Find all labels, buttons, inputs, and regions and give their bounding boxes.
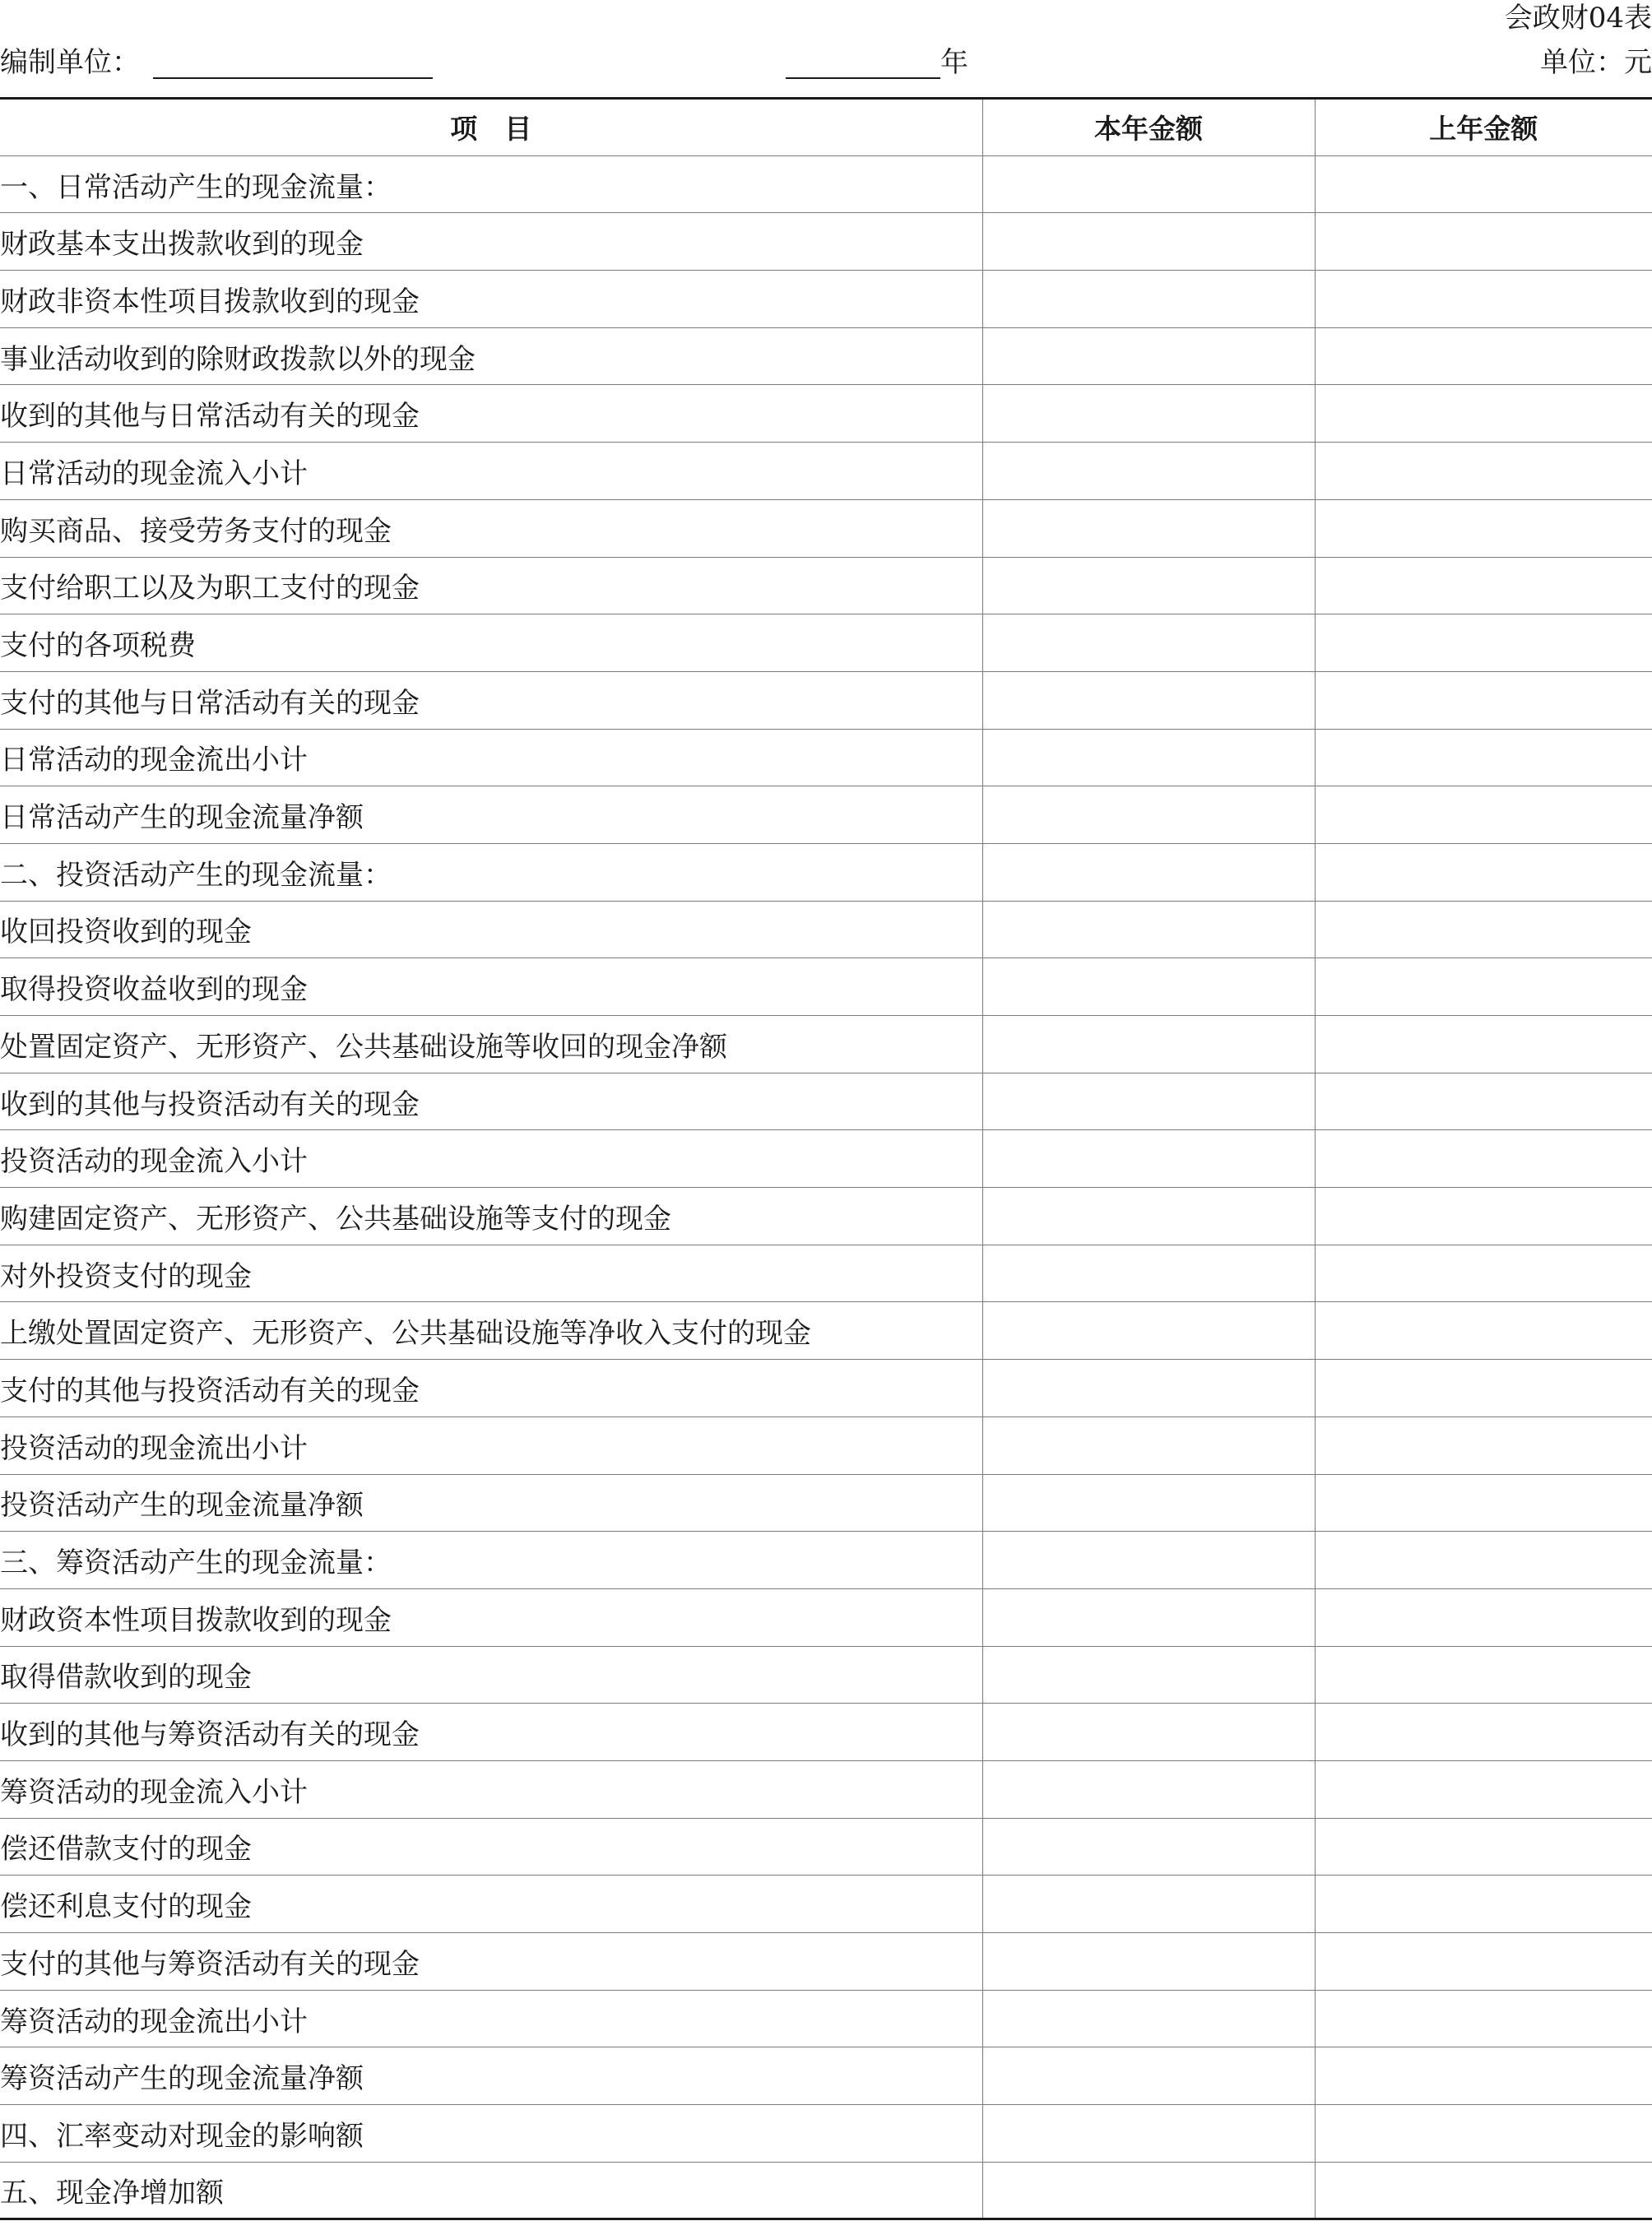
- row-item-label: 收到的其他与筹资活动有关的现金: [0, 1704, 982, 1761]
- year-field[interactable]: [786, 48, 940, 79]
- row-item-label: 投资活动产生的现金流量净额: [0, 1474, 982, 1532]
- row-item-label: 五、现金净增加额: [0, 2162, 982, 2219]
- table-row: [0, 1130, 1652, 1188]
- current-year-amount-cell[interactable]: [982, 671, 1315, 729]
- current-year-amount-cell[interactable]: [982, 958, 1315, 1016]
- row-item-label: 支付给职工以及为职工支付的现金: [0, 557, 982, 614]
- current-year-amount-cell[interactable]: [982, 443, 1315, 500]
- year-suffix: 年: [940, 46, 968, 79]
- table-row: [0, 443, 1652, 500]
- current-year-amount-cell[interactable]: [982, 1360, 1315, 1417]
- table-row: [0, 1933, 1652, 1991]
- column-header-item: 项 目: [0, 99, 982, 156]
- current-year-amount-cell[interactable]: [982, 1933, 1315, 1991]
- prior-year-amount-cell[interactable]: [1315, 1990, 1652, 2047]
- column-header-current-year: 本年金额: [982, 99, 1315, 156]
- table-row: [0, 1245, 1652, 1302]
- table-row: [0, 1588, 1652, 1646]
- current-year-amount-cell[interactable]: [982, 213, 1315, 271]
- current-year-amount-cell[interactable]: [982, 1588, 1315, 1646]
- row-item-label: 支付的其他与投资活动有关的现金: [0, 1360, 982, 1417]
- table-row: [0, 786, 1652, 844]
- row-item-label: 上缴处置固定资产、无形资产、公共基础设施等净收入支付的现金: [0, 1302, 982, 1360]
- reporting-unit-label: 编制单位：: [0, 46, 140, 79]
- prior-year-amount-cell[interactable]: [1315, 614, 1652, 672]
- row-item-label: 支付的其他与日常活动有关的现金: [0, 671, 982, 729]
- row-item-label: 三、筹资活动产生的现金流量：: [0, 1532, 982, 1589]
- table-row: [0, 2162, 1652, 2219]
- current-year-amount-cell[interactable]: [982, 843, 1315, 901]
- row-item-label: 取得投资收益收到的现金: [0, 958, 982, 1016]
- row-item-label: 财政非资本性项目拨款收到的现金: [0, 271, 982, 328]
- prior-year-amount-cell[interactable]: [1315, 958, 1652, 1016]
- table-row: [0, 385, 1652, 443]
- table-row: [0, 557, 1652, 614]
- row-item-label: 事业活动收到的除财政拨款以外的现金: [0, 327, 982, 385]
- current-year-amount-cell[interactable]: [982, 1302, 1315, 1360]
- prior-year-amount-cell[interactable]: [1315, 385, 1652, 443]
- table-row: [0, 671, 1652, 729]
- prior-year-amount-cell[interactable]: [1315, 271, 1652, 328]
- prior-year-amount-cell[interactable]: [1315, 1474, 1652, 1532]
- row-item-label: 财政基本支出拨款收到的现金: [0, 213, 982, 271]
- prior-year-amount-cell[interactable]: [1315, 1818, 1652, 1876]
- table-row: [0, 614, 1652, 672]
- prior-year-amount-cell[interactable]: [1315, 2105, 1652, 2163]
- row-item-label: 投资活动的现金流入小计: [0, 1130, 982, 1188]
- table-row: [0, 1016, 1652, 1073]
- row-item-label: 购买商品、接受劳务支付的现金: [0, 499, 982, 557]
- prior-year-amount-cell[interactable]: [1315, 1188, 1652, 1245]
- form-code: 会政财04表: [1504, 2, 1652, 35]
- table-row: [0, 958, 1652, 1016]
- cash-flow-table: [0, 97, 1652, 2220]
- header-meta-row: [0, 46, 1652, 79]
- row-item-label: 收回投资收到的现金: [0, 901, 982, 958]
- table-row: [0, 1474, 1652, 1532]
- table-row: [0, 1646, 1652, 1704]
- reporting-unit-field[interactable]: [153, 46, 433, 79]
- current-year-amount-cell[interactable]: [982, 2105, 1315, 2163]
- current-year-amount-cell[interactable]: [982, 271, 1315, 328]
- row-item-label: 支付的各项税费: [0, 614, 982, 672]
- table-row: [0, 901, 1652, 958]
- current-year-amount-cell[interactable]: [982, 729, 1315, 786]
- current-year-amount-cell[interactable]: [982, 557, 1315, 614]
- row-item-label: 收到的其他与投资活动有关的现金: [0, 1073, 982, 1130]
- row-item-label: 日常活动的现金流入小计: [0, 443, 982, 500]
- prior-year-amount-cell[interactable]: [1315, 1588, 1652, 1646]
- table-row: [0, 1818, 1652, 1876]
- table-row: [0, 1704, 1652, 1761]
- prior-year-amount-cell[interactable]: [1315, 1016, 1652, 1073]
- prior-year-amount-cell[interactable]: [1315, 671, 1652, 729]
- table-row: [0, 327, 1652, 385]
- current-year-amount-cell[interactable]: [982, 1704, 1315, 1761]
- row-item-label: 对外投资支付的现金: [0, 1245, 982, 1302]
- prior-year-amount-cell[interactable]: [1315, 2162, 1652, 2219]
- table-row: [0, 271, 1652, 328]
- prior-year-amount-cell[interactable]: [1315, 1646, 1652, 1704]
- row-item-label: 取得借款收到的现金: [0, 1646, 982, 1704]
- current-year-amount-cell[interactable]: [982, 1990, 1315, 2047]
- prior-year-amount-cell[interactable]: [1315, 155, 1652, 213]
- table-row: [0, 1990, 1652, 2047]
- current-year-amount-cell[interactable]: [982, 1818, 1315, 1876]
- row-item-label: 投资活动的现金流出小计: [0, 1417, 982, 1474]
- row-item-label: 一、日常活动产生的现金流量：: [0, 155, 982, 213]
- table-row: [0, 1760, 1652, 1818]
- prior-year-amount-cell[interactable]: [1315, 1532, 1652, 1589]
- prior-year-amount-cell[interactable]: [1315, 1073, 1652, 1130]
- current-year-amount-cell[interactable]: [982, 1760, 1315, 1818]
- row-item-label: 筹资活动的现金流入小计: [0, 1760, 982, 1818]
- table-header-row: [0, 99, 1652, 156]
- row-item-label: 处置固定资产、无形资产、公共基础设施等收回的现金净额: [0, 1016, 982, 1073]
- table-row: [0, 1417, 1652, 1474]
- current-year-amount-cell[interactable]: [982, 1188, 1315, 1245]
- table-row: [0, 1302, 1652, 1360]
- current-year-amount-cell[interactable]: [982, 1130, 1315, 1188]
- prior-year-amount-cell[interactable]: [1315, 1130, 1652, 1188]
- table-row: [0, 1188, 1652, 1245]
- current-year-amount-cell[interactable]: [982, 901, 1315, 958]
- table-row: [0, 1360, 1652, 1417]
- column-header-prior-year: 上年金额: [1315, 99, 1652, 156]
- currency-unit-label: 单位：元: [1540, 46, 1652, 79]
- prior-year-amount-cell[interactable]: [1315, 327, 1652, 385]
- row-item-label: 偿还利息支付的现金: [0, 1876, 982, 1933]
- current-year-amount-cell[interactable]: [982, 499, 1315, 557]
- prior-year-amount-cell[interactable]: [1315, 213, 1652, 271]
- prior-year-amount-cell[interactable]: [1315, 443, 1652, 500]
- table-row: [0, 499, 1652, 557]
- current-year-amount-cell[interactable]: [982, 1073, 1315, 1130]
- prior-year-amount-cell[interactable]: [1315, 1876, 1652, 1933]
- prior-year-amount-cell[interactable]: [1315, 786, 1652, 844]
- prior-year-amount-cell[interactable]: [1315, 1302, 1652, 1360]
- prior-year-amount-cell[interactable]: [1315, 901, 1652, 958]
- current-year-amount-cell[interactable]: [982, 327, 1315, 385]
- table-row: [0, 213, 1652, 271]
- current-year-amount-cell[interactable]: [982, 1646, 1315, 1704]
- table-row: [0, 843, 1652, 901]
- prior-year-amount-cell[interactable]: [1315, 1933, 1652, 1991]
- current-year-amount-cell[interactable]: [982, 1417, 1315, 1474]
- row-item-label: 收到的其他与日常活动有关的现金: [0, 385, 982, 443]
- current-year-amount-cell[interactable]: [982, 1532, 1315, 1589]
- current-year-amount-cell[interactable]: [982, 1016, 1315, 1073]
- prior-year-amount-cell[interactable]: [1315, 843, 1652, 901]
- prior-year-amount-cell[interactable]: [1315, 1360, 1652, 1417]
- row-item-label: 二、投资活动产生的现金流量：: [0, 843, 982, 901]
- table-row: [0, 2047, 1652, 2105]
- row-item-label: 购建固定资产、无形资产、公共基础设施等支付的现金: [0, 1188, 982, 1245]
- prior-year-amount-cell[interactable]: [1315, 1704, 1652, 1761]
- table-row: [0, 1876, 1652, 1933]
- prior-year-amount-cell[interactable]: [1315, 729, 1652, 786]
- row-item-label: 支付的其他与筹资活动有关的现金: [0, 1933, 982, 1991]
- current-year-amount-cell[interactable]: [982, 1474, 1315, 1532]
- prior-year-amount-cell[interactable]: [1315, 499, 1652, 557]
- prior-year-amount-cell[interactable]: [1315, 1417, 1652, 1474]
- table-row: [0, 1532, 1652, 1589]
- row-item-label: 日常活动的现金流出小计: [0, 729, 982, 786]
- prior-year-amount-cell[interactable]: [1315, 1245, 1652, 1302]
- current-year-amount-cell[interactable]: [982, 2047, 1315, 2105]
- prior-year-amount-cell[interactable]: [1315, 1760, 1652, 1818]
- table-row: [0, 1073, 1652, 1130]
- prior-year-amount-cell[interactable]: [1315, 557, 1652, 614]
- row-item-label: 偿还借款支付的现金: [0, 1818, 982, 1876]
- current-year-amount-cell[interactable]: [982, 1245, 1315, 1302]
- current-year-amount-cell[interactable]: [982, 786, 1315, 844]
- table-row: [0, 2105, 1652, 2163]
- row-item-label: 日常活动产生的现金流量净额: [0, 786, 982, 844]
- current-year-amount-cell[interactable]: [982, 385, 1315, 443]
- current-year-amount-cell[interactable]: [982, 155, 1315, 213]
- row-item-label: 财政资本性项目拨款收到的现金: [0, 1588, 982, 1646]
- prior-year-amount-cell[interactable]: [1315, 2047, 1652, 2105]
- current-year-amount-cell[interactable]: [982, 2162, 1315, 2219]
- table-row: [0, 155, 1652, 213]
- row-item-label: 四、汇率变动对现金的影响额: [0, 2105, 982, 2163]
- table-row: [0, 729, 1652, 786]
- row-item-label: 筹资活动的现金流出小计: [0, 1990, 982, 2047]
- row-item-label: 筹资活动产生的现金流量净额: [0, 2047, 982, 2105]
- current-year-amount-cell[interactable]: [982, 614, 1315, 672]
- current-year-amount-cell[interactable]: [982, 1876, 1315, 1933]
- report-year: [786, 46, 968, 79]
- table-body: [0, 155, 1652, 2219]
